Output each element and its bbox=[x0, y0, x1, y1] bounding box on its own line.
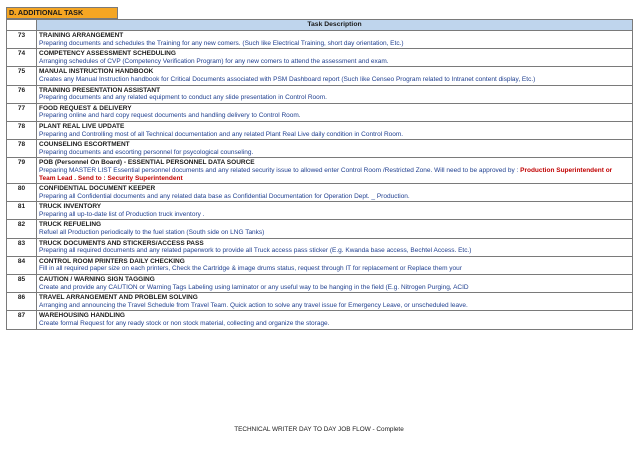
task-title: TRUCK REFUELING bbox=[39, 221, 102, 229]
task-row bbox=[7, 85, 633, 103]
task-description-text: Preparing documents and any related equipment to conduct any slide presentation in Control Room. bbox=[39, 94, 327, 102]
task-description bbox=[39, 320, 630, 328]
task-description-text: Preparing MASTER LIST Essential personnel documents and any related security issue to allowed enter Control Room /Restricted Zone. Will need to be approved by : bbox=[39, 166, 521, 174]
task-row bbox=[7, 311, 633, 329]
task-description-text: Arranging and announcing the Travel Schedule from Travel Team. Quick action to solve any travel issue for Emergency Leave, or unscheduled leave. bbox=[39, 301, 468, 309]
task-number: 74 bbox=[7, 49, 37, 67]
task-row bbox=[7, 103, 633, 121]
task-cell bbox=[37, 238, 633, 256]
task-number: 85 bbox=[7, 275, 37, 293]
task-description bbox=[39, 247, 630, 255]
task-title: MANUAL INSTRUCTION HANDBOOK bbox=[39, 68, 154, 76]
page-footer: TECHNICAL WRITER DAY TO DAY JOB FLOW - Complete bbox=[234, 426, 404, 433]
task-title: FOOD REQUEST & DELIVERY bbox=[39, 104, 132, 112]
task-number: 80 bbox=[7, 184, 37, 202]
task-number: 78 bbox=[7, 140, 37, 158]
task-row bbox=[7, 49, 633, 67]
task-description-text: Creates any Manual Instruction handbook for Critical Documents associated with PSM Dashboard report (Such like Censeo Program related to Intranet content display, Etc.) bbox=[39, 75, 536, 83]
task-description-text: Preparing documents and schedules the Training for any new comers. (Such like Electrical Training, short day orientation, Etc.) bbox=[39, 39, 404, 47]
task-title: TRAINING PRESENTATION ASSISTANT bbox=[39, 86, 161, 94]
task-cell bbox=[37, 67, 633, 85]
task-number: 87 bbox=[7, 311, 37, 329]
task-description bbox=[39, 229, 630, 237]
task-description-text: Preparing all required documents and any related paperwork to provide all Truck access pass sticker (E.g. Kwanda base access, Bechtel Access. Etc.) bbox=[39, 247, 472, 255]
task-description bbox=[39, 149, 630, 157]
task-cell bbox=[37, 202, 633, 220]
task-title: POB (Personnel On Board) - ESSENTIAL PERSONNEL DATA SOURCE bbox=[39, 159, 255, 167]
task-description-text: Preparing all up-to-date list of Production truck inventory . bbox=[39, 210, 205, 218]
task-row bbox=[7, 220, 633, 238]
task-row bbox=[7, 184, 633, 202]
task-description bbox=[39, 76, 630, 84]
task-description bbox=[39, 265, 630, 273]
task-description bbox=[39, 167, 630, 182]
task-description bbox=[39, 94, 630, 102]
task-description-text: Refuel all Production periodically to the fuel station (South side on LNG Tanks) bbox=[39, 229, 265, 237]
task-cell bbox=[37, 85, 633, 103]
task-cell bbox=[37, 121, 633, 139]
task-row bbox=[7, 293, 633, 311]
task-cell bbox=[37, 184, 633, 202]
task-row bbox=[7, 202, 633, 220]
task-row bbox=[7, 31, 633, 49]
task-description-text: Preparing documents and escorting personnel for psycological counseling. bbox=[39, 148, 254, 156]
task-description bbox=[39, 302, 630, 310]
section-tag: D. ADDITIONAL TASK bbox=[6, 7, 118, 19]
task-cell bbox=[37, 49, 633, 67]
task-row bbox=[7, 158, 633, 184]
task-description-text: Fill in all required paper size on each printers, Check the Cartridge & image drums status, request through IT for replacement or Replace them your bbox=[39, 265, 462, 273]
task-number: 82 bbox=[7, 220, 37, 238]
task-title: COUNSELING ESCORTMENT bbox=[39, 141, 130, 149]
task-number: 77 bbox=[7, 103, 37, 121]
task-description-text: Create and provide any CAUTION or Warning Tags Labeling using laminator or any useful way to be hanging in the field (E.g. Nitrogen Purging, ACID bbox=[39, 283, 469, 291]
task-row bbox=[7, 67, 633, 85]
task-number: 86 bbox=[7, 293, 37, 311]
task-cell bbox=[37, 293, 633, 311]
task-number: 76 bbox=[7, 85, 37, 103]
task-title: PLANT REAL LIVE UPDATE bbox=[39, 122, 125, 130]
task-number: 78 bbox=[7, 121, 37, 139]
task-number: 83 bbox=[7, 238, 37, 256]
task-number: 73 bbox=[7, 31, 37, 49]
task-cell bbox=[37, 311, 633, 329]
task-description-text: Create formal Request for any ready stock or non stock material, collecting and organize the storage. bbox=[39, 320, 330, 327]
task-description-text: Preparing and Controlling most of all Technical documentation and any related Plant Real Live daily condition in Control Room. bbox=[39, 130, 404, 138]
task-cell bbox=[37, 31, 633, 49]
task-table bbox=[6, 19, 633, 330]
task-cell bbox=[37, 256, 633, 274]
task-cell bbox=[37, 275, 633, 293]
task-title: TRAVEL ARRANGEMENT AND PROBLEM SOLVING bbox=[39, 294, 198, 302]
task-description-text: Arranging schedules of CVP (Competency Verification Program) for any new comers to attend the assessment and exam. bbox=[39, 57, 389, 65]
header-number-cell bbox=[7, 20, 37, 31]
task-cell bbox=[37, 158, 633, 184]
task-description bbox=[39, 211, 630, 219]
task-row bbox=[7, 275, 633, 293]
task-description bbox=[39, 112, 630, 120]
task-description-text: Preparing online and hard copy request documents and handling delivery to Control Room. bbox=[39, 112, 301, 120]
task-cell bbox=[37, 103, 633, 121]
task-cell bbox=[37, 220, 633, 238]
task-number: 84 bbox=[7, 256, 37, 274]
table-header-row bbox=[7, 20, 633, 31]
task-number: 81 bbox=[7, 202, 37, 220]
task-title: TRAINING ARRANGEMENT bbox=[39, 32, 124, 39]
task-title: TRUCK DOCUMENTS AND STICKERS/ACCESS PASS bbox=[39, 239, 204, 247]
task-description bbox=[39, 58, 630, 66]
task-row bbox=[7, 256, 633, 274]
task-title: CONFIDENTIAL DOCUMENT KEEPER bbox=[39, 185, 156, 193]
task-row bbox=[7, 140, 633, 158]
task-title: COMPETENCY ASSESSMENT SCHEDULING bbox=[39, 50, 176, 58]
task-title: TRUCK INVENTORY bbox=[39, 203, 102, 211]
table-header: Task Description bbox=[37, 20, 633, 31]
task-number: 79 bbox=[7, 158, 37, 184]
task-description bbox=[39, 40, 630, 48]
task-row bbox=[7, 121, 633, 139]
task-description bbox=[39, 193, 630, 201]
task-description bbox=[39, 284, 630, 292]
task-cell bbox=[37, 140, 633, 158]
task-number: 75 bbox=[7, 67, 37, 85]
task-description-text: Preparing all Confidential documents and any related data base as Confidential Documentation for Operation Dept. _ Production. bbox=[39, 192, 410, 200]
task-row bbox=[7, 238, 633, 256]
task-title: CONTROL ROOM PRINTERS DAILY CHECKING bbox=[39, 257, 185, 265]
task-approval-note: Production Superintendent or Team Lead . Send to : Security Superintendent bbox=[39, 166, 613, 182]
task-title: WAREHOUSING HANDLING bbox=[39, 312, 125, 320]
task-description bbox=[39, 131, 630, 139]
task-title: CAUTION / WARNING SIGN TAGGING bbox=[39, 276, 155, 284]
